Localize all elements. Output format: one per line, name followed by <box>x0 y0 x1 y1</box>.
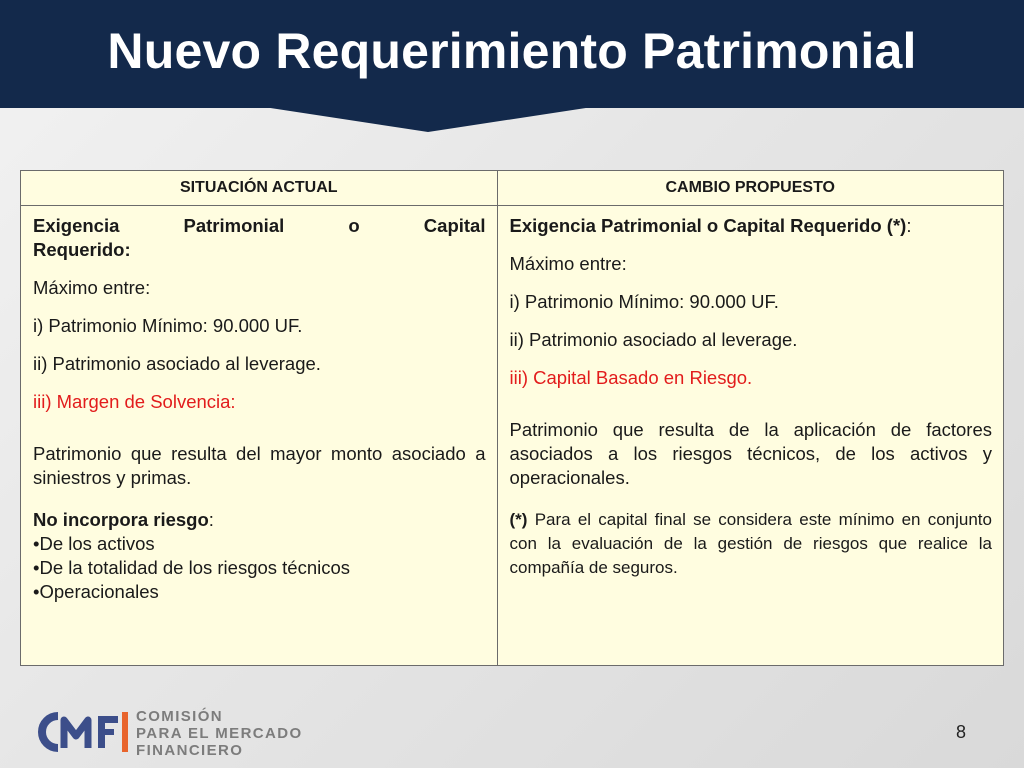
org-name <box>136 708 303 759</box>
slide-title: Nuevo Requerimiento Patrimonial <box>107 23 917 79</box>
header-situacion-actual: SITUACIÓN ACTUAL <box>21 171 497 205</box>
left-bullet-2: •De la totalidad de los riesgos técnicos <box>33 556 351 578</box>
left-item1: i) Patrimonio Mínimo: 90.000 UF. <box>33 314 303 336</box>
left-bullet-1: •De los activos <box>33 532 155 554</box>
left-maximo: Máximo entre: <box>33 276 151 298</box>
right-item2: ii) Patrimonio asociado al leverage. <box>509 328 798 350</box>
page-number: 8 <box>955 722 966 742</box>
left-no-incorpora <box>33 508 486 532</box>
right-heading <box>510 214 993 238</box>
org-name-line1: COMISIÓN <box>136 708 224 725</box>
comparison-table <box>20 170 1004 666</box>
right-maximo: Máximo entre: <box>509 252 627 274</box>
left-heading-line2: Requerido: <box>33 238 131 260</box>
right-heading-colon: : <box>906 214 912 236</box>
cmf-logo-icon <box>28 706 138 758</box>
left-desc: Patrimonio que resulta del mayor monto asociado a siniestros y primas. <box>33 442 486 488</box>
right-note <box>510 508 993 580</box>
left-no-incorpora-colon: : <box>208 508 214 530</box>
left-heading-line1: Exigencia Patrimonial o Capital <box>33 214 486 236</box>
right-note-text: Para el capital final se considera este mínimo en conjunto con la evaluación de la gestión de riesgos que realice la compañía de seguros. <box>509 509 992 577</box>
cell-situacion-actual <box>21 205 497 665</box>
org-name-line3: FINANCIERO <box>136 742 244 759</box>
right-note-star: (*) <box>509 509 528 529</box>
right-item1: i) Patrimonio Mínimo: 90.000 UF. <box>509 290 779 312</box>
title-notch <box>244 104 612 132</box>
right-desc: Patrimonio que resulta de la aplicación de factores asociados a los riesgos técnicos, de los activos y operacionales. <box>509 418 992 488</box>
left-item3: iii) Margen de Solvencia: <box>33 390 236 412</box>
left-bullet-3: •Operacionales <box>33 580 159 602</box>
right-heading-star: (*) <box>886 214 907 236</box>
header-cambio-propuesto: CAMBIO PROPUESTO <box>497 171 1003 205</box>
org-name-line2: PARA EL MERCADO <box>136 725 303 742</box>
left-item2: ii) Patrimonio asociado al leverage. <box>33 352 321 374</box>
right-heading-main: Exigencia Patrimonial o Capital Requerido <box>509 214 882 236</box>
cell-cambio-propuesto <box>497 205 1003 665</box>
left-no-incorpora-bold: No incorpora riesgo <box>33 508 209 530</box>
right-item3: iii) Capital Basado en Riesgo. <box>509 366 753 388</box>
